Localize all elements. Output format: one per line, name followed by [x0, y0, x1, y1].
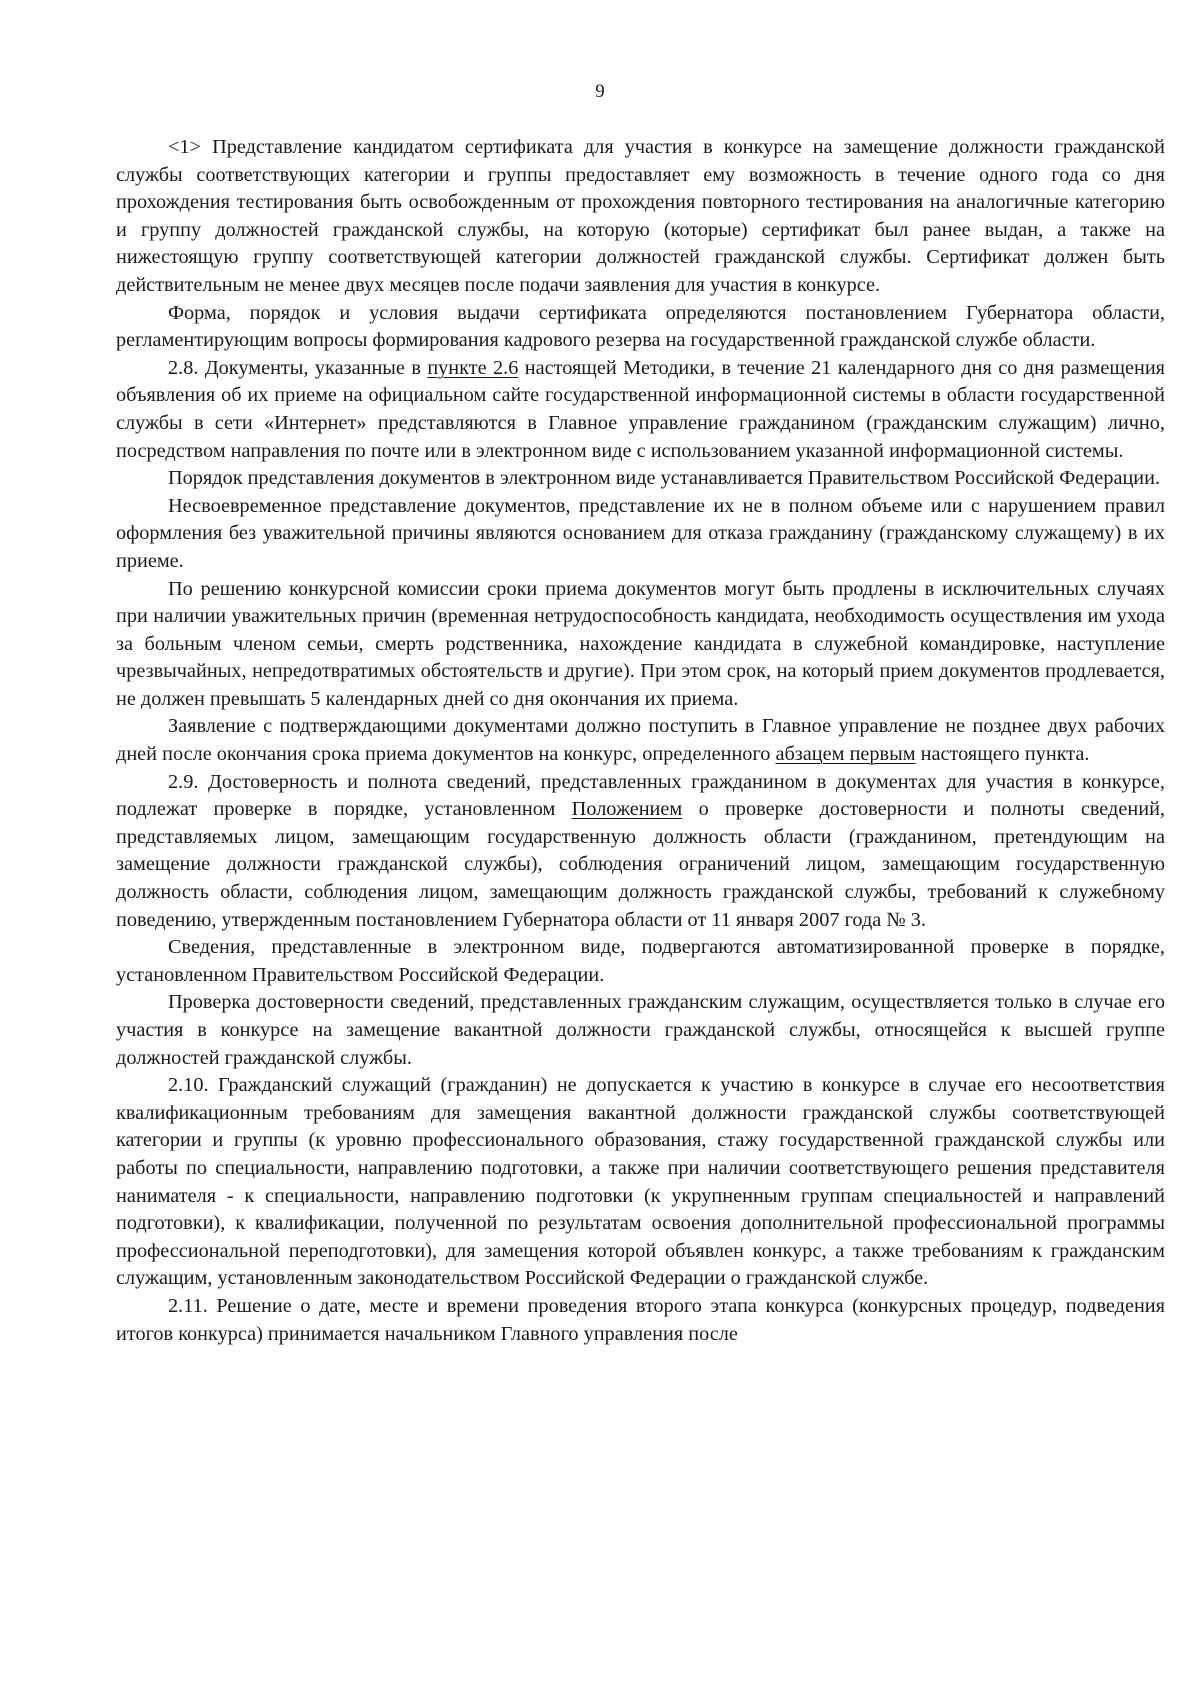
paragraph — [116, 1293, 1165, 1348]
paragraph-text: Форма, порядок и условия выдачи сертификата определяются постановлением Губернатора области, регламентирующим вопросы формирования кадрового резерва на государственной гражданской службе области. — [116, 301, 1165, 352]
paragraph — [116, 355, 1165, 465]
paragraph — [116, 576, 1165, 714]
paragraph — [116, 134, 1165, 300]
paragraph-text: 2.11. Решение о дате, месте и времени проведения второго этапа конкурса (конкурсных процедур, подведения итогов конкурса) принимается начальником Главного управления после — [116, 1294, 1165, 1345]
paragraph — [116, 1072, 1165, 1293]
paragraph-text: Проверка достоверности сведений, представленных гражданским служащим, осуществляется только в случае его участия в конкурсе на замещение вакантной должности гражданской службы, относящейся к высшей группе должностей гражданской службы. — [116, 991, 1165, 1069]
cross-reference-link[interactable]: пункте 2.6 — [427, 356, 519, 379]
paragraph-text: По решению конкурсной комиссии сроки приема документов могут быть продлены в исключительных случаях при наличии уважительных причин (временная нетрудоспособность кандидата, необходимость осуществления им ухода за больным членом семьи, смерть родственника, нахождение кандидата в служебной командировке, наступление чрезвычайных, непредотвратимых обстоятельств и другие). При этом срок, на который прием документов продлевается, не должен превышать 5 календарных дней со дня окончания их приема. — [116, 577, 1165, 710]
paragraph-text: Порядок представления документов в электронном виде устанавливается Правительством Российской Федерации. — [168, 467, 1161, 490]
paragraph-text: Сведения, представленные в электронном виде, подвергаются автоматизированной проверке в порядке, установленном Правительством Российской Федерации. — [116, 936, 1165, 986]
paragraph-text: настоящего пункта. — [915, 743, 1090, 766]
paragraph-text: Несвоевременное представление документов, представление их не в полном объеме или с нарушением правил оформления без уважительной причины являются основанием для отказа гражданину (гражданскому служащему) в их приеме. — [116, 494, 1165, 572]
paragraph — [116, 934, 1165, 989]
cross-reference-link[interactable]: абзацем первым — [775, 743, 916, 766]
paragraph — [116, 465, 1165, 493]
paragraph — [116, 989, 1165, 1072]
paragraph-text: <1> Представление кандидатом сертификата для участия в конкурсе на замещение должности гражданской службы соответствующих категории и группы предоставляет ему возможность в течение одного года со дня прохождения тестирования быть освобожденным от прохождения повторного тестирования на аналогичные категорию и группу должностей гражданской службы, на которую (которые) сертификат был ранее выдан, а также на нижестоящую группу соответствующей категории должностей гражданской службы. Сертификат должен быть действительным не менее двух месяцев после подачи заявления для участия в конкурсе. — [116, 136, 1165, 296]
paragraph-text: 2.9. Достоверность и полнота сведений, представленных гражданином в документах для участия в конкурсе, подлежат проверке в порядке, установленном — [116, 770, 1165, 821]
paragraph-text: о проверке достоверности и полноты сведений, представляемых лицом, замещающим государственную должность области (гражданином, претендующим на замещение должности гражданской службы), соблюдения ограничений лицом, замещающим государственную должность области, соблюдения лицом, замещающим должность гражданской службы, требований к служебному поведению, утвержденным постановлением Губернатора области от 11 января 2007 года № 3. — [116, 798, 1165, 931]
cross-reference-link[interactable]: Положением — [571, 798, 683, 821]
page-number: 9 — [595, 81, 605, 102]
paragraph — [116, 493, 1165, 576]
document-body — [116, 134, 1165, 1348]
paragraph-text: настоящей Методики, в течение 21 календарного дня со дня размещения объявления об их приеме на официальном сайте государственной информационной системы в области государственной службы в сети «Интернет» представляются в Главное управление гражданином (гражданским служащим) лично, посредством направления по почте или в электронном виде с использованием указанной информационной системы. — [116, 356, 1165, 462]
paragraph-text: 2.8. Документы, указанные в — [168, 356, 428, 379]
paragraph-text: Заявление с подтверждающими документами должно поступить в Главное управление не позднее двух рабочих дней после окончания срока приема документов на конкурс, определенного — [116, 715, 1165, 766]
paragraph — [116, 300, 1165, 355]
paragraph — [116, 713, 1165, 768]
paragraph — [116, 769, 1165, 935]
paragraph-text: 2.10. Гражданский служащий (гражданин) не допускается к участию в конкурсе в случае его несоответствия квалификационным требованиям для замещения вакантной должности гражданской службы соответствующей категории и группы (к уровню профессионального образования, стажу государственной гражданской службы или работы по специальности, направлению подготовки, а также при наличии соответствующего решения представителя нанимателя - к специальности, направлению подготовки (к укрупненным группам специальностей и направлений подготовки), к квалификации, полученной по результатам освоения дополнительной профессиональной программы профессиональной переподготовки), для замещения которой объявлен конкурс, а также требованиям к гражданским служащим, установленным законодательством Российской Федерации о гражданской службе. — [116, 1074, 1165, 1290]
